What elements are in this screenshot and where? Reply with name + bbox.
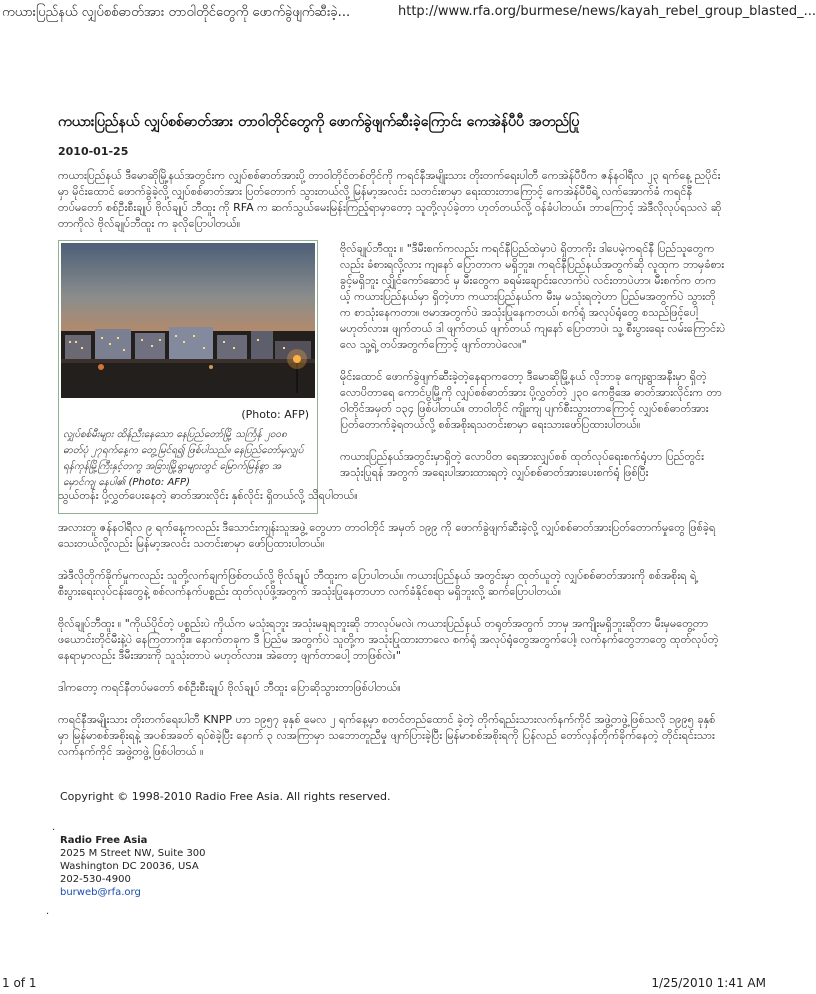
article-photo bbox=[61, 243, 315, 398]
article-intro: ကယားပြည်နယ် ဒီမောဆိုမြို့နယ်အတွင်းက လျှပ်စစ်ဓာတ်အားပို့ တာဝါတိုင်တစ်တိုင်ကို ကရင်နီအမျိုးသား တိုးတက်ရေးပါတီ ကေအဲန်ပီပီက ဇန်နဝါရီလ ၂၃ ရက်နေ့ ညပိုင်းမှာ မိုင်းထောင် ဖောက်ခွဲခဲ့လို့ လျှပ်စစ်ဓာတ်အား ပြတ်တောက် သွားတယ်လို့ မြန်မာ့အလင်း သတင်းစာမှာ ရေးထားတာကြောင့် ကေအဲန်ပီပီရဲ့ လက်အောက်ခံ ကရင်နီ တပ်မတော် စစ်ဦးစီးချုပ် ဗိုလ်ချုပ် ဘီထူး ကို RFA က ဆက်သွယ်မေးမြန်းကြည့်ရာမှာတော့ သူတို့လုပ်ခဲ့တာ ဟုတ်တယ်လို့ ဝန်ခံပါတယ်။ ဘာကြောင့် အဲဒီလိုလုပ်ရသလဲ ဆိုတာကိုလဲ ဗိုလ်ချုပ်ဘီထူး က ခုလိုပြောပါတယ်။ bbox=[58, 169, 722, 230]
copyright: Copyright © 1998-2010 Radio Free Asia. All rights reserved. bbox=[60, 790, 391, 803]
body-paragraph: သွယ်တန်း ပို့လွှတ်ပေးနေတဲ့ ဓာတ်အားလိုင်း နှစ်လိုင်း ရှိတယ်လို့ သိရပါတယ်။ bbox=[58, 489, 358, 502]
article-date: 2010-01-25 bbox=[58, 145, 129, 158]
print-timestamp: 1/25/2010 1:41 AM bbox=[651, 976, 766, 990]
photo-credit: (Photo: AFP) bbox=[241, 408, 309, 421]
print-header-url[interactable]: http://www.rfa.org/burmese/news/kayah_rebel_group_blasted_... bbox=[398, 4, 816, 19]
address-line: 2025 M Street NW, Suite 300 bbox=[60, 848, 206, 859]
body-paragraph: ကရင်နီအမျိုးသား တိုးတက်ရေးပါတီ KNPP ဟာ ၁၉၅၇ ခုနှစ် မေလ ၂ ရက်နေ့မှာ စတင်တည်ထောင် ခဲ့တဲ့ တိုက်ရည်းသားလက်နက်ကိုင် အဖွဲ့တဖွဲ့ဖြစ်သလို ၁၉၉၅ ခုနှစ်မှာ မြန်မာစစ်အစိုးရနဲ့ အပစ်အခတ် ရပ်စဲခဲ့ပြီး နောက် ၃ လအကြာမှာ သဘောတူညီမှု ဖျက်ပြားခဲ့ပြီး မြန်မာစစ်အစိုးရကို ပြန်လည် တော်လှန်တိုက်ခိုက်နေတဲ့ တိုင်းရင်းသား လက်နက်ကိုင် အဖွဲ့တဖွဲ့ ဖြစ်ပါတယ် ။ bbox=[58, 713, 716, 758]
address-line: Washington DC 20036, USA bbox=[60, 861, 199, 872]
phone-number: 202-530-4900 bbox=[60, 874, 131, 885]
print-footer bbox=[0, 976, 768, 992]
email-link[interactable]: burweb@rfa.org bbox=[60, 887, 141, 898]
print-header-title: ကယားပြည်နယ် လျှပ်စစ်ဓာတ်အား တာဝါတိုင်တွေကို ဖောက်ခွဲဖျက်ဆီးခဲ့... bbox=[2, 5, 351, 20]
bullet-dot: . bbox=[46, 906, 50, 917]
right-column bbox=[340, 241, 726, 481]
bullet-dot: . bbox=[52, 822, 56, 833]
address-block bbox=[60, 834, 206, 899]
photo-box bbox=[58, 240, 318, 514]
body-paragraph: ဒါကတော့ ကရင်နီတပ်မတော် စစ်ဦးစီးချုပ် ဗိုလ်ချုပ် ဘီထူး ပြောဆိုသွားတာဖြစ်ပါတယ်။ bbox=[58, 681, 401, 694]
quote-paragraph: ဗိုလ်ချုပ်ဘီထူး ။ "ဒီမီးစက်ကလည်း ကရင်နီပြည်ထဲမှာပဲ ရှိတာကိုး ဒါပေမဲ့ကရင်နီ ပြည်သူတွေကလည်း ခံစားရလို့လား ကျနော် ပြောတာက မရှိဘူး။ ကရင်နီပြည်နယ်အတွက်ဆို လူထုက ဘာမှခံစားခွင့်မရှိဘူး လျှိုင်ကော်ဆောင် မှ မီးတွေက ခရမ်းချောင်းလောက်ပဲ လင်းတာပဲဟာ၊ မီးစက်က တကယ့် ကယားပြည်နယ်မှာ ရှိတဲ့ဟာ ကယားပြည်နယ်က မီးမှ မသုံးရတဲ့ဟာ ပြည်မအတွက်ပဲ သွားတိုက စာသုံးနေကတာ။ ဗမာအတွက်ပဲ အသုံးပြုနေကတယ်၊ စက်ရုံ အလုပ်ရုံတွေ စသည်ဖြင့်ပေါ့ မဟုတ်လား။ ဖျက်တယ် ဒါ ဖျက်တယ် ဖျက်တယ် ကျနော် ပြောတာပဲ၊ သူ့ စီးပွားရေး လမ်းကြောင်းပဲလေ သူ့ရဲ့ တပ်အတွက်ကြောင့် ဖျက်တာပဲလေ။" bbox=[340, 242, 726, 351]
city-lights-image bbox=[61, 243, 315, 398]
org-name: Radio Free Asia bbox=[60, 835, 148, 846]
body-paragraph: အဲဒီလိုတိုက်ခိုက်မှုကလည်း သူတို့လက်ချက်ဖြစ်တယ်လို့ ဗိုလ်ချုပ် ဘီထူးက ပြောပါတယ်။ ကယားပြည်နယ် အတွင်းမှာ ထုတ်ယူတဲ့ လျှပ်စစ်ဓာတ်အားကို စစ်အစိုးရ ရဲ့ စီးပွားရေးလုပ်ငန်းတွေနဲ့ စစ်လက်နက်ပစ္စည်း ထုတ်လုပ်ဖို့အတွက် အသုံးပြုနေတာဟာ လက်ခံနိုင်စရာ မရှိဘူးလို့ ဆက်ပြောပါတယ်။ bbox=[58, 569, 697, 598]
page-count: 1 of 1 bbox=[2, 976, 37, 990]
body-paragraph: အလားတူ ဇန်နဝါရီလ ၉ ရက်နေ့ကလည်း ဒီသောင်းကျန်းသူအဖွဲ့ တွေဟာ တာဝါတိုင် အမှတ် ၁၉၉ ကို ဖောက်ခွဲဖျက်ဆီးခဲ့လို့ လျှပ်စစ်ဓာတ်အားပြတ်တောက်မှုတွေ ဖြစ်ခဲ့ရသေးတယ်လို့လည်း မြန်မာ့အလင်း သတင်းစာမှာ ဖော်ပြထားပါတယ်။ bbox=[58, 521, 716, 550]
photo-caption: လျှပ်စစ်မီးများ ထိန်ညီးနေသော နေပြည်တော်မြို့ သင်္ကြန် ၂၀၀၈ ဓာတ်ပုံ ၂၇ရက်နေ့က တွေ့မြင်ရ၍ ဖြစ်ပါသည်။ နေပြည်တော်မှလျှပ် ရန်ကုန်မြို့ကြီးနှင့်တကွ အခြားမြို့ရွာများတွင် မြောက်မြန်စွာ အမှောင်ကျ နေပါ၏ (Photo: AFP) bbox=[63, 429, 304, 488]
article bbox=[58, 112, 726, 758]
body-paragraph: ကယားပြည်နယ်အတွင်းမှာရှိတဲ့ လောပိတ ရေအားလျှပ်စစ် ထုတ်လုပ်ရေးစက်ရုံဟာ ပြည်တွင်းအသုံးပြုရန် အတွက် အရေးပါအားထားရတဲ့ လျှပ်စစ်ဓာတ်အားပေးစက်ရုံ ဖြစ်ပြီး bbox=[340, 450, 704, 479]
article-title: ကယားပြည်နယ် လျှပ်စစ်ဓာတ်အား တာဝါတိုင်တွေကို ဖောက်ခွဲဖျက်ဆီးခဲ့ကြောင်း ကေအဲန်ပီပီ အတည်ပြု bbox=[58, 114, 580, 130]
full-width-text bbox=[58, 488, 726, 776]
body-paragraph: မိုင်းထောင် ဖောက်ခွဲဖျက်ဆီးခဲ့တဲ့နေရာကတော့ ဒီမောဆိုမြို့နယ် လိုဘာခု ကျေးရွာအနီးမှာ ရှိတဲ့ လောပိတာရေ ကောင်ပွမြို့ကို လျှပ်စစ်ဓာတ်အား ပို့လွှတ်တဲ့ ၂၃၀ ကေဗွီအေ ဓာတ်အားလိုင်းက တာဝါတိုင်အမှတ် ၁၃၄ ဖြစ်ပါတယ်။ တာဝါတိုင် ကျိုးကျ ပျက်စီးသွားတာကြောင့် လျှပ်စစ်ဓာတ်အား ပြတ်တောက်ခဲ့ရတယ်လို့ စစ်အစိုးရသတင်းစာမှာ ရေးသားဖော်ပြထားပါတယ်။ bbox=[340, 370, 722, 431]
quote-paragraph: ဗိုလ်ချုပ်ဘီထူး ။ "ကိုယ်ပိုင်တဲ့ ပစ္စည်းပဲ ကိုယ်က မသုံးရဘူး အသုံးမချရဘူးဆို ဘာလုပ်မလဲ၊ ကယားပြည်နယ် တရုတ်အတွက် ဘာမှ အကျိုးမရှိဘူးဆိုတာ မီးမှမတွေ့တာ ဖယောင်းတိုင်မီးနဲ့ပဲ နေကြတာကိုး။ နောက်တခုက ဒီ ပြည်မ အတွက်ပဲ သူတို့က အသုံးပြုထားတာလေ စက်ရုံ အလုပ်ရုံတွေအတွက်ပေါ့၊ လက်နက်တွေဘာတွေ ထုတ်လုပ်တဲ့ နေရာမှာလည်း ဒီမီးအားကို သူသုံးတာပဲ မဟုတ်လား။ အဲတော့ ဖျက်တာပေါ့ ဘာဖြစ်လဲ။" bbox=[58, 617, 719, 662]
print-header bbox=[0, 4, 816, 20]
